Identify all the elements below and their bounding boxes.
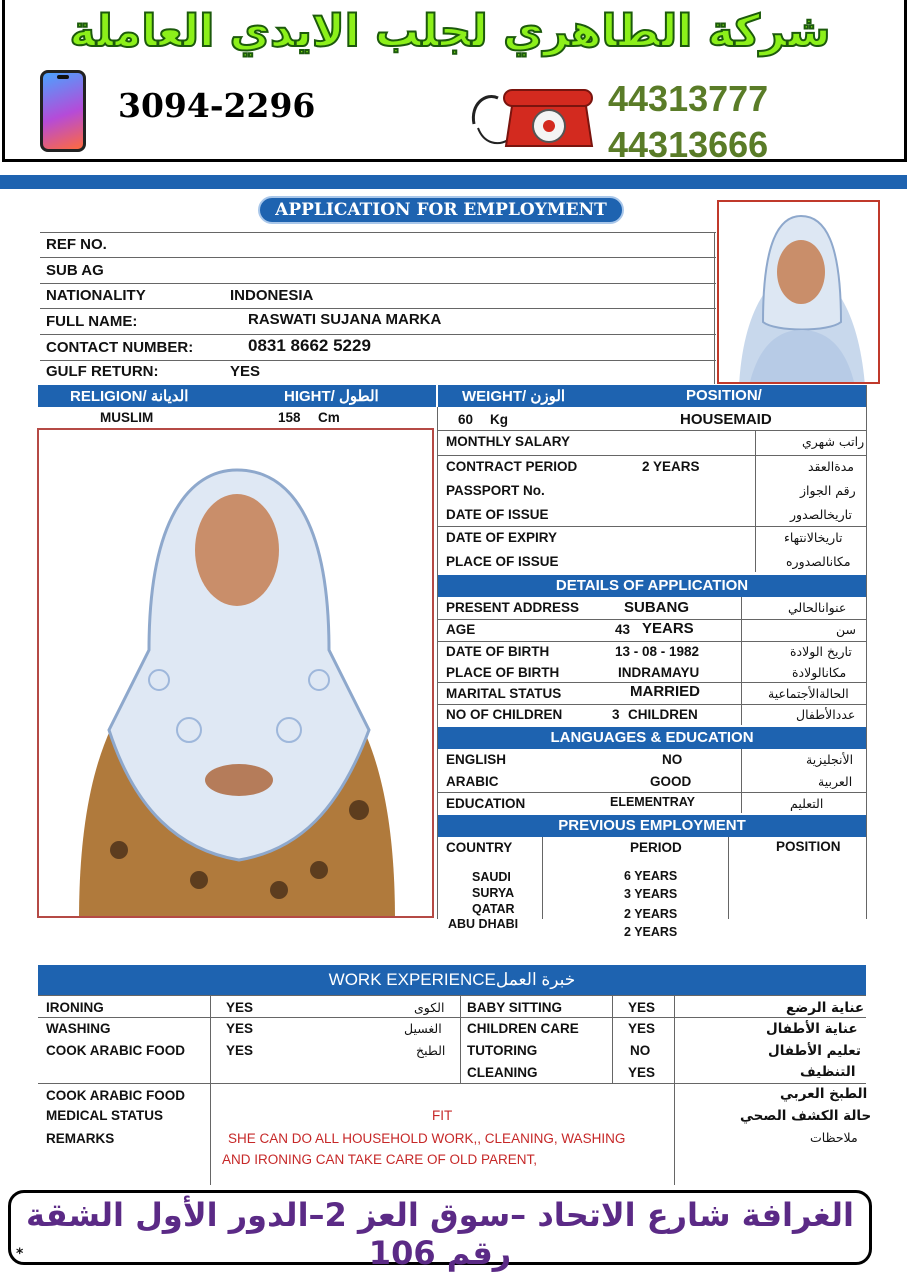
english-label: ENGLISH xyxy=(446,752,507,767)
children-care-value: YES xyxy=(628,1021,656,1036)
prev-country: SURYA xyxy=(472,886,515,900)
cook-label: COOK ARABIC FOOD xyxy=(46,1043,185,1058)
issue-date-ar: تاريخالصدور xyxy=(790,507,852,522)
contact-number-value: 0831 8662 5229 xyxy=(248,336,371,355)
col-position: POSITION xyxy=(776,839,841,854)
place-of-issue-label: PLACE OF ISSUE xyxy=(446,554,559,569)
prev-period: 2 YEARS xyxy=(624,907,678,921)
arabic-ar: العربية xyxy=(818,774,853,789)
cook-value: YES xyxy=(226,1043,254,1058)
full-name-label: FULL NAME: xyxy=(46,313,138,330)
contact-number-label: CONTACT NUMBER: xyxy=(46,339,194,356)
dob-ar: تاريخ الولادة xyxy=(790,644,852,659)
rule xyxy=(40,360,716,361)
cleaning-ar: التنظيف xyxy=(800,1064,856,1080)
contract-period-ar: مدةالعقد xyxy=(808,459,855,474)
religion-header: RELIGION/ الديانة xyxy=(70,388,189,405)
tutoring-value: NO xyxy=(630,1043,651,1058)
form-title: APPLICATION FOR EMPLOYMENT xyxy=(258,196,624,224)
contract-period-value: 2 YEARS xyxy=(642,459,700,474)
expiry-date-label: DATE OF EXPIRY xyxy=(446,530,558,545)
tutoring-label: TUTORING xyxy=(467,1043,538,1058)
weight-header: WEIGHT/ الوزن xyxy=(462,388,566,405)
rule xyxy=(612,995,613,1083)
position-header: POSITION/ xyxy=(686,387,762,404)
address-ar: عنوانالحالي xyxy=(788,600,847,615)
age-ar: سن xyxy=(836,622,856,637)
rule xyxy=(542,837,543,919)
cleaning-label: CLEANING xyxy=(467,1065,538,1080)
applicant-full-photo xyxy=(37,428,434,918)
issue-date-label: DATE OF ISSUE xyxy=(446,507,549,522)
baby-sitting-label: BABY SITTING xyxy=(467,1000,563,1015)
height-unit: Cm xyxy=(318,410,340,425)
washing-value: YES xyxy=(226,1021,254,1036)
arabic-label: ARABIC xyxy=(446,774,499,789)
children-unit: CHILDREN xyxy=(628,707,698,722)
marital-value: MARRIED xyxy=(630,683,700,700)
height-header: HIGHT/ الطول xyxy=(284,388,379,405)
rule xyxy=(438,430,866,431)
footer-mark: * xyxy=(16,1246,24,1262)
height-value: 158 xyxy=(278,410,301,425)
washing-ar: الغسيل xyxy=(404,1021,442,1036)
prev-country: SAUDI xyxy=(472,870,511,884)
cleaning-value: YES xyxy=(628,1065,656,1080)
full-name-value: RASWATI SUJANA MARKA xyxy=(248,311,442,328)
marital-ar: الحالةالأجتماعية xyxy=(768,686,849,701)
rule xyxy=(741,749,742,813)
footer-address: الغرافة شارع الاتحاد –سوق العز 2–الدور الأول الشقة رقم 106 xyxy=(26,1196,854,1272)
baby-sitting-value: YES xyxy=(628,1000,656,1015)
rule xyxy=(40,283,716,284)
rule xyxy=(40,334,716,335)
work-experience-header: WORK EXPERIENCEخبرة العمل xyxy=(38,965,866,995)
sub-ag-label: SUB AG xyxy=(46,262,104,279)
english-value: NO xyxy=(662,752,683,767)
previous-header: PREVIOUS EMPLOYMENT xyxy=(438,815,866,837)
prev-period: 6 YEARS xyxy=(624,869,678,883)
rule xyxy=(40,232,716,233)
details-header: DETAILS OF APPLICATION xyxy=(438,575,866,597)
place-of-issue-ar: مكانالصدوره xyxy=(786,554,851,569)
medical-status-value: FIT xyxy=(432,1108,453,1123)
rule xyxy=(40,308,716,309)
rule xyxy=(438,455,866,456)
col-period: PERIOD xyxy=(630,840,682,855)
children-value: 3 xyxy=(612,707,620,722)
dob-label: DATE OF BIRTH xyxy=(446,644,550,659)
address-label: PRESENT ADDRESS xyxy=(446,600,580,615)
nationality-value: INDONESIA xyxy=(230,287,314,304)
children-ar: عددالأطفال xyxy=(796,707,856,722)
col-country: COUNTRY xyxy=(446,840,513,855)
pob-ar: مكانالولادة xyxy=(792,665,847,680)
passport-label: PASSPORT No. xyxy=(446,483,545,498)
passport-ar: رقم الجواز xyxy=(800,483,856,498)
rule xyxy=(437,407,438,919)
age-unit: YEARS xyxy=(642,620,694,637)
phone-number-2: 44313666 xyxy=(608,124,769,165)
nationality-label: NATIONALITY xyxy=(46,287,146,304)
ironing-value: YES xyxy=(226,1000,254,1015)
education-value: ELEMENTRAY xyxy=(610,795,695,809)
cook-ar: الطبخ xyxy=(416,1043,446,1058)
cook-arabic-food-ar: الطبخ العربي xyxy=(780,1086,868,1102)
marital-label: MARITAL STATUS xyxy=(446,686,562,701)
position-value: HOUSEMAID xyxy=(680,411,772,428)
rule xyxy=(866,385,867,919)
rule xyxy=(438,641,866,642)
arabic-value: GOOD xyxy=(650,774,692,789)
applicant-portrait-photo xyxy=(717,200,880,384)
remarks-line-2: AND IRONING CAN TAKE CARE OF OLD PARENT, xyxy=(222,1152,538,1167)
rule xyxy=(38,995,866,996)
weight-value: 60 xyxy=(458,412,474,427)
medical-status-label: MEDICAL STATUS xyxy=(46,1108,163,1123)
rule xyxy=(728,837,729,919)
rule xyxy=(210,995,211,1185)
rule xyxy=(38,1017,866,1018)
ironing-label: IRONING xyxy=(46,1000,104,1015)
languages-header: LANGUAGES & EDUCATION xyxy=(438,727,866,749)
remarks-label: REMARKS xyxy=(46,1131,115,1146)
contract-period-label: CONTRACT PERIOD xyxy=(446,459,578,474)
children-care-label: CHILDREN CARE xyxy=(467,1021,579,1036)
cook-arabic-food-label: COOK ARABIC FOOD xyxy=(46,1088,185,1103)
washing-label: WASHING xyxy=(46,1021,111,1036)
monthly-salary-label: MONTHLY SALARY xyxy=(446,434,571,449)
telephone-icon xyxy=(468,84,594,150)
ironing-ar: الكوى xyxy=(414,1000,445,1015)
dob-value: 13 - 08 - 1982 xyxy=(615,644,700,659)
religion-value: MUSLIM xyxy=(100,410,154,425)
rule xyxy=(438,526,866,527)
rule xyxy=(755,430,756,572)
rule xyxy=(741,597,742,725)
children-care-ar: عناية الأطفال xyxy=(766,1021,858,1037)
company-name: شركة الطاهري لجلب الايدي العاملة xyxy=(69,6,831,57)
address-value: SUBANG xyxy=(624,599,690,616)
education-ar: التعليم xyxy=(790,796,824,811)
rule xyxy=(438,704,866,705)
rule xyxy=(460,995,461,1083)
english-ar: الأنجليزية xyxy=(806,752,854,767)
medical-status-ar: حالة الكشف الصحي xyxy=(740,1108,872,1124)
rule xyxy=(38,1083,866,1084)
pob-label: PLACE OF BIRTH xyxy=(446,665,560,680)
prev-period: 2 YEARS xyxy=(624,925,678,939)
header-divider-bar xyxy=(0,175,907,189)
prev-period: 3 YEARS xyxy=(624,887,678,901)
tutoring-ar: تعليم الأطفال xyxy=(768,1043,861,1059)
mobile-phone-icon xyxy=(40,70,86,152)
prev-country: ABU DHABI xyxy=(448,917,519,931)
weight-unit: Kg xyxy=(490,412,508,427)
gulf-return-value: YES xyxy=(230,363,261,380)
education-label: EDUCATION xyxy=(446,796,526,811)
phone-number-1: 44313777 xyxy=(608,78,769,119)
age-value: 43 xyxy=(615,622,631,637)
baby-sitting-ar: عناية الرضع xyxy=(786,1000,865,1016)
age-label: AGE xyxy=(446,622,476,637)
expiry-date-ar: تاريخالانتهاء xyxy=(784,530,843,545)
rule xyxy=(40,257,716,258)
remarks-line-1: SHE CAN DO ALL HOUSEHOLD WORK,, CLEANING, WASHING xyxy=(228,1131,626,1146)
rule xyxy=(674,995,675,1185)
ref-no-label: REF NO. xyxy=(46,236,107,253)
mobile-number: 3094-2296 xyxy=(118,86,316,125)
monthly-salary-ar: راتب شهري xyxy=(802,434,865,449)
remarks-ar: ملاحظات xyxy=(810,1130,858,1145)
prev-country: QATAR xyxy=(472,902,515,916)
children-label: NO OF CHILDREN xyxy=(446,707,563,722)
pob-value: INDRAMAYU xyxy=(618,665,700,680)
rule xyxy=(438,792,866,793)
gulf-return-label: GULF RETURN: xyxy=(46,363,159,380)
